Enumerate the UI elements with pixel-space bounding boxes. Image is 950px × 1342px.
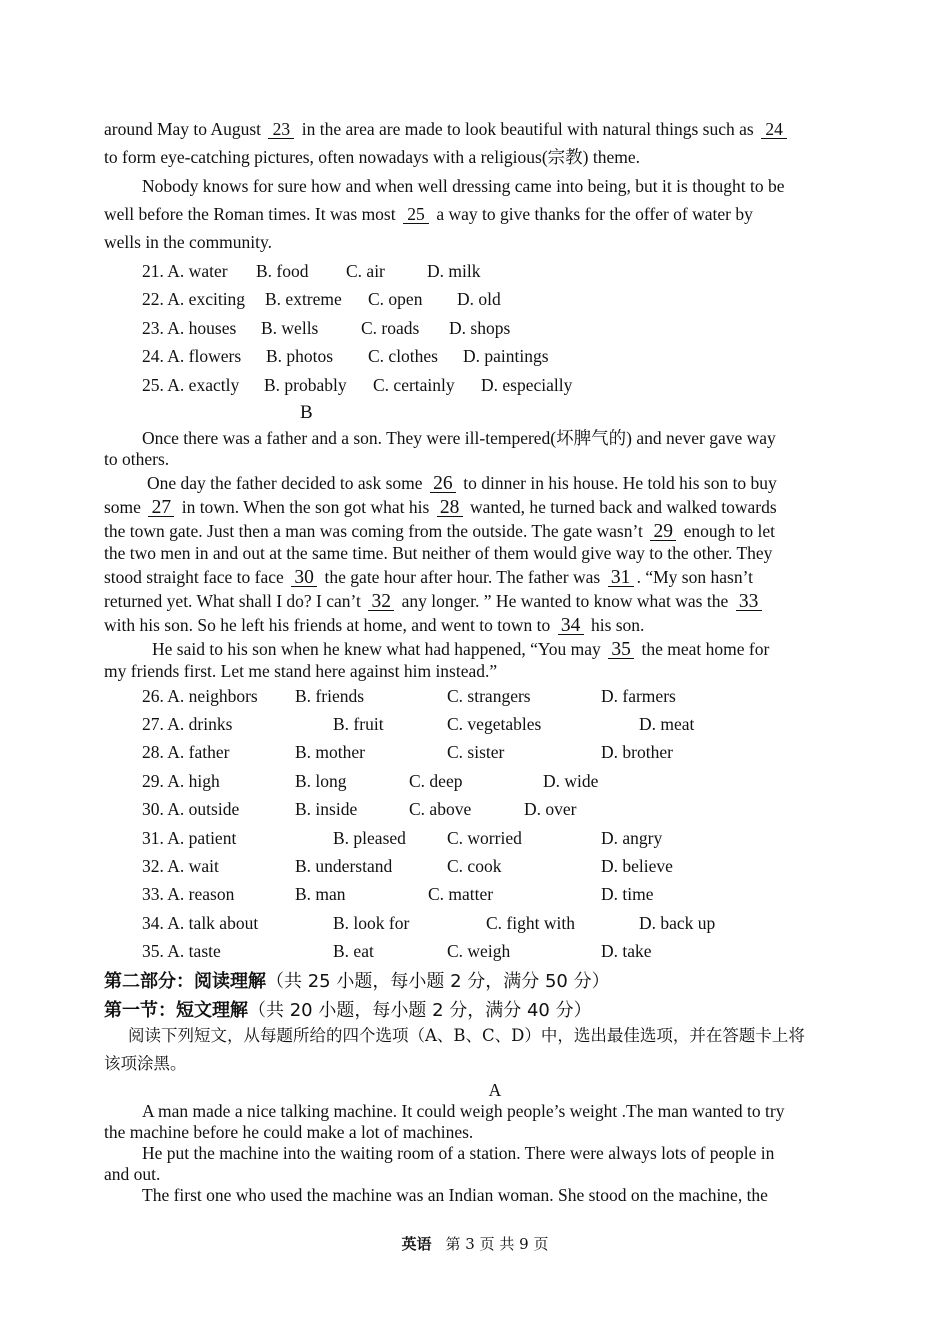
option-c: C. roads [361, 318, 420, 338]
section-label-a: A [488, 1080, 502, 1100]
question-24: 24. A. flowers [142, 346, 242, 366]
option-b: B. inside [295, 799, 358, 819]
option-b: B. understand [295, 856, 393, 876]
blank-33: 33 [736, 593, 762, 611]
text-line: Nobody knows for sure how and when well dressing came into being, but it is thought to be [142, 176, 785, 196]
text-line: to others. [104, 449, 170, 469]
option-b: B. pleased [333, 828, 406, 848]
option-c: C. strangers [447, 686, 531, 706]
option-d: D. wide [543, 771, 599, 791]
blank-27: 27 [148, 499, 174, 517]
footer-page-number: 第 3 页 共 9 页 [445, 1235, 549, 1253]
blank-30: 30 [291, 569, 317, 587]
question-21: 21. A. water [142, 261, 228, 281]
option-d: D. especially [481, 375, 573, 395]
option-d: D. old [457, 289, 501, 309]
option-c: C. open [368, 289, 423, 309]
option-d: D. paintings [463, 346, 549, 366]
text-line: my friends first. Let me stand here against him instead.” [104, 661, 498, 681]
text-line: the machine before he could make a lot of machines. [104, 1122, 474, 1142]
blank-23: 23 [268, 121, 294, 139]
option-d: D. meat [639, 714, 695, 734]
text: in the area are made to look beautiful with natural things such as [301, 119, 754, 139]
blank-25: 25 [403, 206, 429, 224]
option-d: D. brother [601, 742, 673, 762]
option-c: C. cook [447, 856, 502, 876]
blank-31: 31 [608, 569, 634, 587]
option-c: C. vegetables [447, 714, 542, 734]
text-line: and out. [104, 1164, 161, 1184]
question-26: 26. A. neighbors [142, 686, 258, 706]
section-heading: 第一节：短文理解（共 20 小题，每小题 2 分，满分 40 分） [104, 1000, 592, 1021]
question-34: 34. A. talk about [142, 913, 259, 933]
text-line: He said to his son when he knew what had happened, “You may 35 the meat home for [152, 639, 770, 660]
text-line: One day the father decided to ask some 26 to dinner in his house. He told his son to buy [147, 473, 777, 494]
footer-subject: 英语 [401, 1235, 432, 1253]
option-d: D. time [601, 884, 654, 904]
blank-28: 28 [437, 499, 463, 517]
text-line: The first one who used the machine was an Indian woman. She stood on the machine, the [142, 1185, 768, 1205]
question-33: 33. A. reason [142, 884, 235, 904]
option-d: D. angry [601, 828, 663, 848]
text-line: A man made a nice talking machine. It could weigh people’s weight .The man wanted to try [142, 1101, 785, 1121]
option-c: C. weigh [447, 941, 511, 961]
text: well before the Roman times. It was most [104, 204, 396, 224]
page-footer [0, 1233, 950, 1254]
blank-34: 34 [558, 617, 584, 635]
option-d: D. take [601, 941, 652, 961]
text-line: He put the machine into the waiting room of a station. There were always lots of people in [142, 1143, 775, 1163]
question-31: 31. A. patient [142, 828, 237, 848]
part-heading: 第二部分：阅读理解（共 25 小题，每小题 2 分，满分 50 分） [104, 971, 610, 992]
text-line: the two men in and out at the same time. But neither of them would give way to the other. They [104, 543, 773, 563]
option-b: B. eat [333, 941, 374, 961]
text-line: returned yet. What shall I do? I can’t 32 any longer. ” He wanted to know what was the 33 [104, 591, 765, 611]
option-b: B. fruit [333, 714, 384, 734]
option-d: D. farmers [601, 686, 676, 706]
question-35: 35. A. taste [142, 941, 221, 961]
text-line: wells in the community. [104, 232, 273, 252]
option-b: B. photos [266, 346, 334, 366]
question-29: 29. A. high [142, 771, 220, 791]
option-d: D. over [524, 799, 577, 819]
text-line [104, 204, 753, 224]
blank-32: 32 [368, 593, 394, 611]
section-label-b: B [300, 402, 313, 423]
question-25: 25. A. exactly [142, 375, 240, 395]
text: a way to give thanks for the offer of water by [436, 204, 753, 224]
option-b: B. long [295, 771, 347, 791]
question-32: 32. A. wait [142, 856, 219, 876]
option-d: D. believe [601, 856, 673, 876]
question-22: 22. A. exciting [142, 289, 246, 309]
option-c: C. above [409, 799, 472, 819]
option-b: B. mother [295, 742, 365, 762]
option-c: C. fight with [486, 913, 575, 933]
option-c: C. certainly [373, 375, 455, 395]
text-line: stood straight face to face 30 the gate hour after hour. The father was 31 . “My son hasn’t [104, 567, 753, 588]
text-line: Once there was a father and a son. They were ill-tempered(坏脾气的) and never gave way [142, 428, 776, 448]
text-line: some 27 in town. When the son got what his 28 wanted, he turned back and walked towards [104, 497, 777, 518]
blank-35: 35 [608, 641, 634, 659]
text-line: with his son. So he left his friends at home, and went to town to 34 his son. [104, 615, 645, 636]
instructions: 阅读下列短文，从每题所给的四个选项（A、B、C、D）中，选出最佳选项，并在答题卡上将 [128, 1026, 805, 1045]
text-line: the town gate. Just then a man was coming from the outside. The gate wasn’t 29 enough to let [104, 521, 775, 542]
option-d: D. shops [449, 318, 511, 338]
option-c: C. sister [447, 742, 505, 762]
instructions: 该项涂黑。 [104, 1054, 187, 1073]
text-line [104, 119, 790, 139]
option-b: B. food [256, 261, 309, 281]
option-c: C. matter [428, 884, 494, 904]
text-line: to form eye-catching pictures, often nowadays with a religious(宗教) theme. [104, 147, 641, 167]
option-b: B. man [295, 884, 346, 904]
question-28: 28. A. father [142, 742, 230, 762]
option-d: D. back up [639, 913, 716, 933]
blank-29: 29 [650, 523, 676, 541]
option-b: B. friends [295, 686, 365, 706]
option-c: C. deep [409, 771, 463, 791]
option-c: C. clothes [368, 346, 438, 366]
option-c: C. air [346, 261, 385, 281]
option-b: B. wells [261, 318, 319, 338]
option-b: B. extreme [265, 289, 342, 309]
question-30: 30. A. outside [142, 799, 240, 819]
question-23: 23. A. houses [142, 318, 237, 338]
option-b: B. probably [264, 375, 347, 395]
question-27: 27. A. drinks [142, 714, 233, 734]
option-b: B. look for [333, 913, 410, 933]
option-c: C. worried [447, 828, 522, 848]
option-d: D. milk [427, 261, 481, 281]
blank-24: 24 [761, 121, 787, 139]
blank-26: 26 [430, 475, 456, 493]
text: around May to August [104, 119, 262, 139]
